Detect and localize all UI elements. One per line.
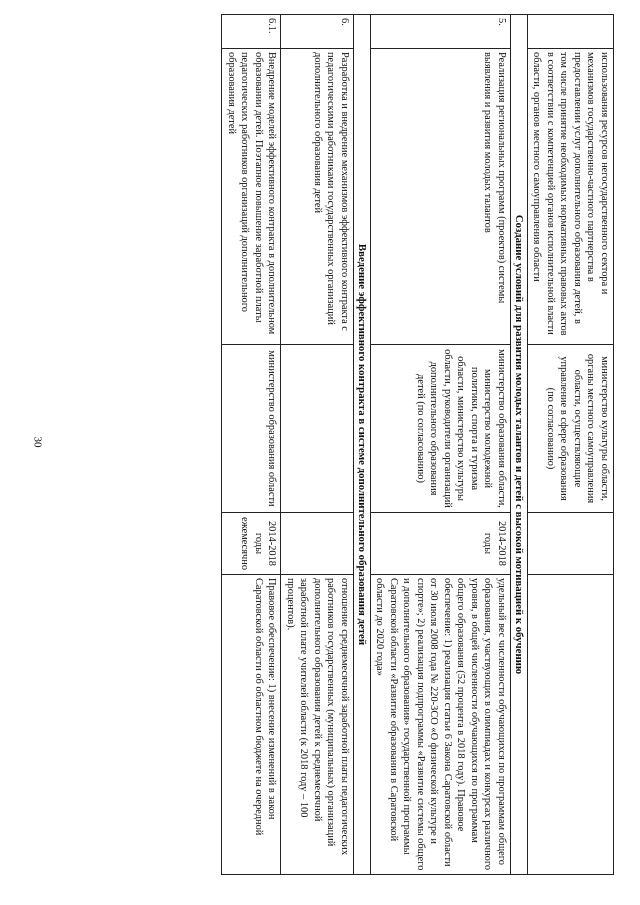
indicators-cell xyxy=(527,575,613,875)
table-row xyxy=(527,15,613,875)
section-row xyxy=(510,15,527,875)
row-number-cell: 6. xyxy=(281,15,354,49)
row-number-cell: 6.1. xyxy=(222,15,281,49)
indicators-cell: Правовое обеспечение: 1) внесение изменений в закон Саратовской области об областном бюджете на очередной xyxy=(222,575,281,875)
executors-cell xyxy=(281,345,354,513)
term-cell xyxy=(281,513,354,575)
table-row xyxy=(222,15,281,875)
executors-cell: министерство образования области, министерство молодежной политики, спорта и туризма области, министерство культуры области, руководители организаций дополнительного образования детей (по согласованию) xyxy=(370,345,510,513)
measure-cell: Разработка и внедрение механизмов эффективного контракта с педагогическими работниками государственных организаций дополнительного образования детей xyxy=(281,49,354,345)
rotated-document-table xyxy=(174,14,614,874)
table-row xyxy=(370,15,510,875)
section-row xyxy=(353,15,370,875)
measure-cell: Внедрение моделей эффективного контракта в дополнительном образовании детей. Поэтапное повышение заработной платы педагогических работников организаций дополнительного образования детей xyxy=(222,49,281,345)
measures-table xyxy=(221,14,614,875)
indicators-cell: отношение среднемесячной заработной платы педагогических работников государственных (муниципальных) организаций дополнительного образования детей к среднемесячной заработной плате учителей области (к 2018 году – 100 процентов). xyxy=(281,575,354,875)
measure-cell: использования ресурсов негосударственного сектора и механизмов государственно-частного партнерства в предоставлении услуг дополнительного образования детей, в том числе принятие необходимых нормативных правовых актов в соответствии с компетенцией органов исполнительной власти области, органов местного самоуправления области xyxy=(527,49,613,345)
page-number: 30 xyxy=(31,436,44,448)
executors-cell: министерство культуры области, органы местного самоуправления области, осуществляющие управление в сфере образования (по согласованию) xyxy=(527,345,613,513)
section-heading: Введение эффективного контракта в системе дополнительного образования детей xyxy=(353,15,370,875)
table-row xyxy=(281,15,354,875)
row-number-cell: 5. xyxy=(370,15,510,49)
measure-cell: Реализация региональных программ (проектов) системы выявления и развития молодых талантов xyxy=(370,49,510,345)
term-cell xyxy=(527,513,613,575)
term-cell: 2014-2018 годы ежемесячно xyxy=(222,513,281,575)
section-heading: Создание условий для развития молодых талантов и детей с высокой мотивацией к обучению xyxy=(510,15,527,875)
indicators-cell: удельный вес численности обучающихся по программам общего образования, участвующих в олимпиадах и конкурсах различного уровня, в общей численности обучающихся по программам общего образования (52 процента в 2018 году). Правовое обеспечение: 1) реализация статьи 6 Закона Саратовской области от 30 июля 2008 года № 220-ЗСО «О физической культуре и спорте»; 2) реализация подпрограммы «Развитие системы общего и дополнительного образования» государственной программы Саратовской области «Развитие образования в Саратовской области до 2020 года» xyxy=(370,575,510,875)
row-number-cell xyxy=(527,15,613,49)
term-cell: 2014-2018 годы xyxy=(370,513,510,575)
executors-cell: министерство образования области xyxy=(222,345,281,513)
